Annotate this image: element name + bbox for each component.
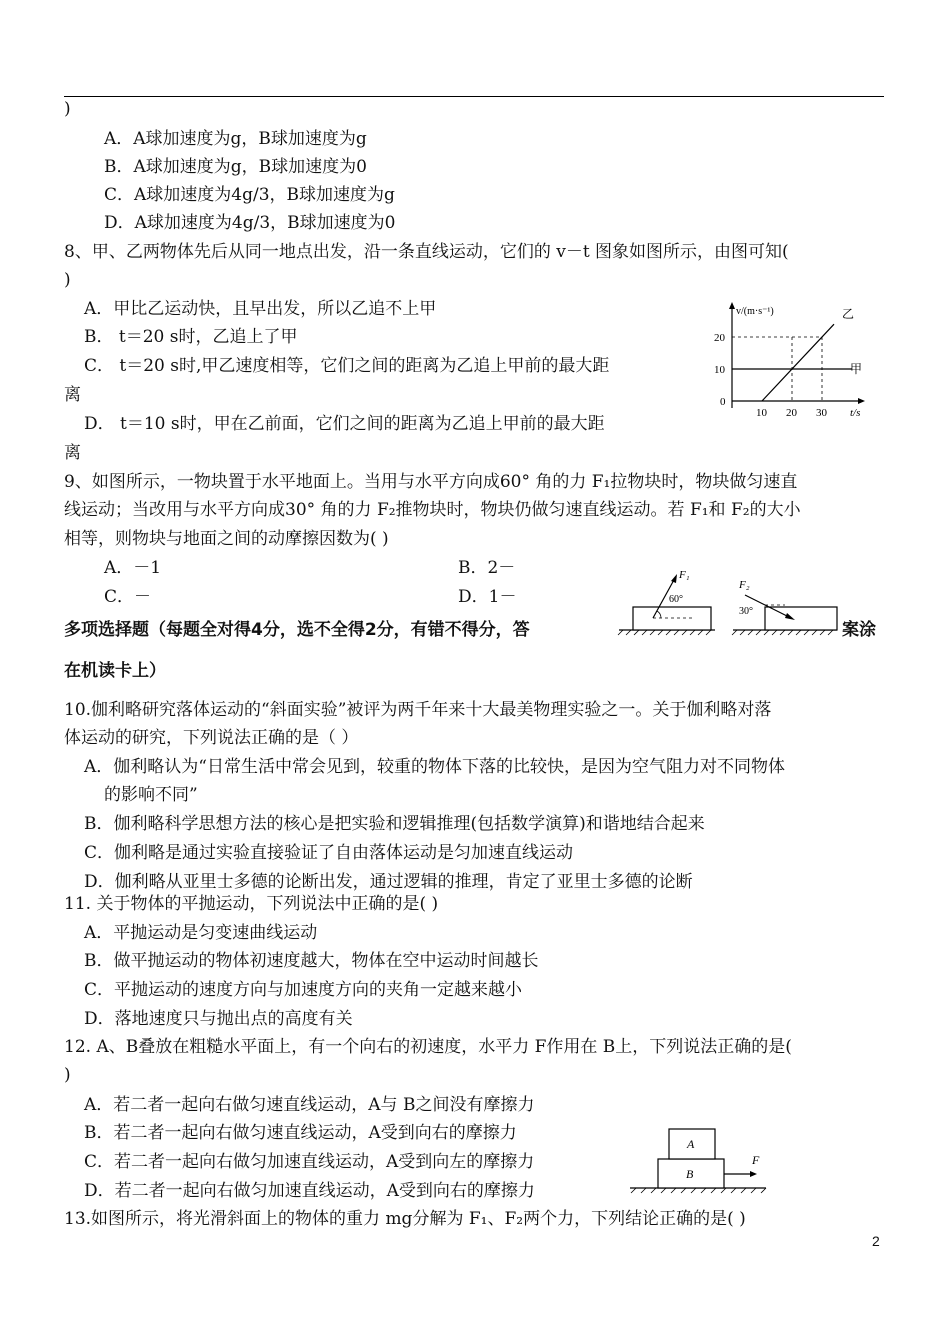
q7-option-b: B．A球加速度为g，B球加速度为0 (104, 157, 367, 177)
header-rule (64, 96, 884, 97)
q10-option-b: B．伽利略科学思想方法的核心是把实验和逻辑推理(包括数学演算)和谐地结合起来 (84, 814, 705, 834)
section-heading-part1: 多项选择题（每题全对得4分，选不全得2分，有错不得分，答 (64, 620, 530, 640)
vt-xlabel: t/s (850, 407, 861, 419)
q11-option-b: B．做平抛运动的物体初速度越大，物体在空中运动时间越长 (84, 951, 539, 971)
q10-stem-line2: 体运动的研究，下列说法正确的是（ ） (64, 728, 359, 748)
q12-option-a: A．若二者一起向右做匀速直线运动，A与 B之间没有摩擦力 (84, 1095, 535, 1115)
q12-label-b: B (686, 1167, 694, 1181)
vt-x-arrow (858, 398, 865, 404)
q8-option-a: A．甲比乙运动快，且早出发，所以乙追不上甲 (84, 299, 437, 319)
q9-fig-left (618, 569, 715, 635)
q9-stem-line1: 9、如图所示，一物块置于水平地面上。当用与水平方向成60° 角的力 F₁拉物块时，物块做匀速直 (64, 472, 798, 492)
q9-stem-line2: 线运动；当改用与水平方向成30° 角的力 F₂推物块时，物块仍做匀速直线运动。若 F₁和 F₂的大小 (64, 500, 801, 520)
q9-f1-label: F₁ (679, 569, 690, 581)
q9-option-c: C．－ (104, 587, 152, 607)
q10-option-d: D．伽利略从亚里士多德的论断出发，通过逻辑的推理，肯定了亚里士多德的论断 (84, 872, 693, 892)
vt-xtick-30: 30 (816, 407, 827, 419)
q12-option-d: D．若二者一起向右做匀加速直线运动，A受到向右的摩擦力 (84, 1181, 535, 1201)
q8-stem-tail: ) (64, 270, 71, 290)
q8-stem: 8、甲、乙两物体先后从同一地点出发，沿一条直线运动，它们的 v－t 图象如图所示，由图可知( (64, 242, 789, 262)
q9-angle-60: 60° (669, 594, 683, 605)
q7-option-d: D．A球加速度为4g/3，B球加速度为0 (104, 213, 396, 233)
section-heading-part3: 在机读卡上） (64, 661, 166, 681)
vt-ytick-0: 0 (720, 396, 726, 408)
q7-stem-tail: ) (64, 99, 71, 119)
q7-option-a: A．A球加速度为g，B球加速度为g (104, 129, 367, 149)
q12-option-b: B．若二者一起向右做匀速直线运动，A受到向右的摩擦力 (84, 1123, 517, 1143)
q10-option-a-wrap: 的影响不同” (104, 785, 198, 805)
q9-option-d: D．1－ (458, 587, 517, 607)
vt-series-yi (762, 324, 834, 401)
vt-ytick-10: 10 (714, 364, 725, 376)
q12-stem-tail: ) (64, 1065, 71, 1085)
vt-xtick-20: 20 (786, 407, 797, 419)
q10-option-c: C．伽利略是通过实验直接验证了自由落体运动是匀加速直线运动 (84, 843, 574, 863)
q11-option-a: A．平抛运动是匀变速曲线运动 (84, 923, 318, 943)
q13-stem: 13.如图所示，将光滑斜面上的物体的重力 mg分解为 F₁、F₂两个力，下列结论正确的是( ) (64, 1209, 746, 1229)
vt-label-jia: 甲 (850, 362, 863, 376)
q9-option-a: A．－1 (104, 558, 162, 578)
vt-chart (700, 296, 880, 426)
q8-option-d-wrap: 离 (64, 443, 81, 463)
vt-xtick-10: 10 (756, 407, 767, 419)
q9-stem-line3: 相等，则物块与地面之间的动摩擦因数为( ) (64, 529, 389, 549)
q12-label-f: F (752, 1153, 760, 1167)
q9-fig-right (732, 579, 837, 635)
q12-option-c: C．若二者一起向右做匀加速直线运动，A受到向左的摩擦力 (84, 1152, 535, 1172)
page-number: 2 (872, 1233, 880, 1249)
q12-label-a: A (687, 1137, 695, 1151)
q8-option-c-wrap: 离 (64, 385, 81, 405)
vt-y-arrow (729, 302, 735, 309)
q11-option-d: D．落地速度只与抛出点的高度有关 (84, 1009, 353, 1029)
q8-option-d: D． t＝10 s时，甲在乙前面，它们之间的距离为乙追上甲前的最大距 (84, 414, 605, 434)
q7-option-c: C．A球加速度为4g/3，B球加速度为g (104, 185, 395, 205)
section-heading-part2: 案涂 (842, 620, 876, 640)
q12-figure (626, 1122, 776, 1198)
q12-stem: 12. A、B叠放在粗糙水平面上，有一个向右的初速度，水平力 F作用在 B上，下列说法正确的是( (64, 1037, 792, 1057)
q9-f2-label: F₂ (739, 579, 750, 591)
vt-ylabel: v/(m·s⁻¹) (736, 306, 774, 317)
q11-stem: 11. 关于物体的平抛运动，下列说法中正确的是( ) (64, 894, 439, 914)
q10-stem-line1: 10.伽利略研究落体运动的“斜面实验”被评为两千年来十大最美物理实验之一。关于伽利略对落 (64, 700, 772, 720)
q9-angle-30: 30° (739, 606, 753, 617)
vt-ytick-20: 20 (714, 332, 725, 344)
q8-option-b: B． t＝20 s时，乙追上了甲 (84, 327, 298, 347)
vt-label-yi: 乙 (842, 307, 855, 321)
q11-option-c: C．平抛运动的速度方向与加速度方向的夹角一定越来越小 (84, 980, 523, 1000)
q9-figure (615, 562, 840, 637)
q10-option-a: A．伽利略认为“日常生活中常会见到，较重的物体下落的比较快，是因为空气阻力对不同物体 (84, 757, 785, 777)
q9-option-b: B．2－ (458, 558, 516, 578)
q8-option-c: C． t＝20 s时,甲乙速度相等，它们之间的距离为乙追上甲前的最大距 (84, 356, 610, 376)
